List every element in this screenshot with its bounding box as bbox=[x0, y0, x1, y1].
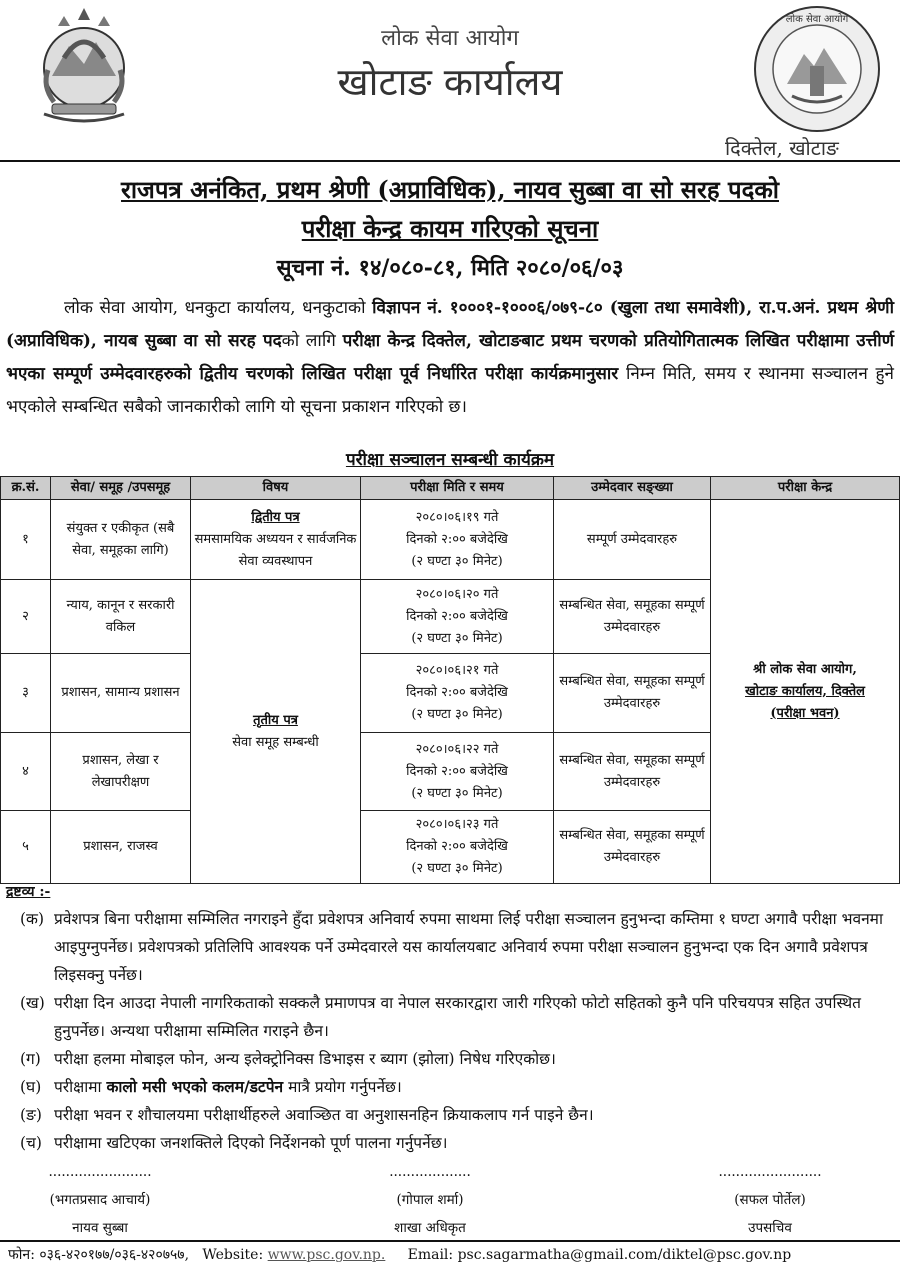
website-link[interactable]: www.psc.gov.np. bbox=[267, 1247, 386, 1263]
header-service: सेवा/ समूह /उपसमूह bbox=[51, 477, 191, 500]
row-sn: ५ bbox=[1, 811, 51, 884]
note-item: (ङ) परीक्षा भवन र शौचालयमा परीक्षार्थीहरुले अवाञ्छित वा अनुशासनहिन क्रियाकलाप गर्न पाइने छैन। bbox=[20, 1106, 594, 1124]
footer-contact bbox=[8, 1245, 898, 1264]
row-subject: द्वितीय पत्र समसामयिक अध्ययन र सार्वजनिक सेवा व्यवस्थापन bbox=[191, 500, 361, 580]
intro-paragraph: लोक सेवा आयोग, धनकुटा कार्यालय, धनकुटाको विज्ञापन नं. १०००१-१०००६/०७९-८० (खुला तथा समावेशी), रा.प.अनं. प्रथम श्रेणी (अप्राविधिक), नायब सुब्बा वा सो सरह पदको लागि परीक्षा केन्द्र दिक्तेल, खोटाङबाट प्रथम चरणको प्रतियोगितात्मक लिखित परीक्षामा उत्तीर्ण भएका सम्पूर्ण उम्मेदवारहरुको द्वितीय चरणको लिखित परीक्षा पूर्व निर्धारित परीक्षा कार्यक्रमानुसार निम्न मिति, समय र स्थानमा सञ्चालन हुने भएकोले सम्बन्धित सबैको जानकारीको लागि यो सूचना प्रकाशन गरिएको छ। bbox=[6, 298, 895, 417]
header-date-time: परीक्षा मिति र समय bbox=[361, 477, 554, 500]
row-sn: ३ bbox=[1, 654, 51, 733]
row-sn: ४ bbox=[1, 733, 51, 811]
footer-website-label: Website: bbox=[202, 1247, 264, 1263]
header-center: परीक्षा केन्द्र bbox=[711, 477, 900, 500]
header-candidates: उम्मेदवार सङ्ख्या bbox=[554, 477, 711, 500]
note-item: (घ) परीक्षामा कालो मसी भएको कलम/डटपेन मात्रै प्रयोग गर्नुपर्नेछ। bbox=[20, 1077, 402, 1096]
header-divider bbox=[0, 160, 900, 162]
notes-heading: द्रष्टव्य :- bbox=[6, 884, 51, 900]
row-candidates: सम्बन्धित सेवा, समूहका सम्पूर्ण उम्मेदवारहरु bbox=[554, 733, 711, 811]
signature-block: ........................ (सफल पोर्तेल) उपसचिव bbox=[718, 1164, 822, 1236]
note-item: (ख) परीक्षा दिन आउदा नेपाली नागरिकताको सक्कलै प्रमाणपत्र वा नेपाल सरकारद्वारा जारी गरिएको फोटो सहितको कुनै पनि परिचयपत्र सहित उपस्थित हुनुपर्नेछ। अन्यथा परीक्षामा सम्मिलित गराइने छैन। bbox=[20, 994, 861, 1040]
note-item: (च) परीक्षामा खटिएका जनशक्तिले दिएको निर्देशनको पूर्ण पालना गर्नुपर्नेछ। bbox=[20, 1134, 448, 1152]
row-date-time: २०८०।०६।२२ गते दिनको २:०० बजेदेखि (२ घण्टा ३० मिनेट) bbox=[361, 733, 554, 811]
row-service: संयुक्त र एकीकृत (सबै सेवा, समूहका लागि) bbox=[51, 500, 191, 580]
schedule-heading: परीक्षा सञ्चालन सम्बन्धी कार्यक्रम bbox=[345, 450, 555, 470]
row-date-time: २०८०।०६।२३ गते दिनको २:०० बजेदेखि (२ घण्टा ३० मिनेट) bbox=[361, 811, 554, 884]
row-service: प्रशासन, सामान्य प्रशासन bbox=[51, 654, 191, 733]
exam-schedule-table bbox=[0, 476, 900, 884]
office-location: दिक्तेल, खोटाङ bbox=[725, 136, 839, 160]
row-sn: २ bbox=[1, 580, 51, 654]
row-candidates: सम्बन्धित सेवा, समूहका सम्पूर्ण उम्मेदवारहरु bbox=[554, 580, 711, 654]
note-item: (क) प्रवेशपत्र बिना परीक्षामा सम्मिलित नगराइने हुँदा प्रवेशपत्र अनिवार्य रुपमा साथमा लिई परीक्षा सञ्चालन हुनुभन्दा कम्तिमा १ घण्टा अगावै परीक्षा भवनमा आइपुग्नुपर्नेछ। प्रवेशपत्रको प्रतिलिपि आवश्यक पर्ने उम्मेदवारले यस कार्यालयबाट अनिवार्य रुपमा परीक्षा सञ्चालन हुनुभन्दा एक दिन अगावै प्रवेशपत्र लिइसक्नु पर्नेछ। bbox=[20, 910, 883, 984]
notice-title-line2: परीक्षा केन्द्र कायम गरिएको सूचना bbox=[301, 214, 599, 243]
row-candidates: सम्बन्धित सेवा, समूहका सम्पूर्ण उम्मेदवारहरु bbox=[554, 811, 711, 884]
row-candidates: सम्पूर्ण उम्मेदवारहरु bbox=[554, 500, 711, 580]
seal-text: लोक सेवा आयोग bbox=[785, 14, 849, 25]
notice-number: सूचना नं. १४/०८०-८१, मिति २०८०/०६/०३ bbox=[276, 255, 624, 281]
footer-email: Email: psc.sagarmatha@gmail.com/diktel@psc.gov.np bbox=[407, 1247, 792, 1263]
footer-phone: फोन: ०३६-४२०१७७/०३६-४२०७५७, bbox=[8, 1247, 190, 1263]
org-title: खोटाङ कार्यालय bbox=[337, 60, 563, 104]
table-row bbox=[1, 500, 900, 580]
org-subtitle: लोक सेवा आयोग bbox=[381, 26, 519, 51]
row-subject: तृतीय पत्र सेवा समूह सम्बन्धी bbox=[191, 580, 361, 884]
signature-block: ................... (गोपाल शर्मा) शाखा अधिकृत bbox=[389, 1164, 471, 1236]
notes-list bbox=[20, 905, 890, 1157]
header-sn: क्र.सं. bbox=[1, 477, 51, 500]
signature-block: ........................ (भगतप्रसाद आचार्य) नायव सुब्बा bbox=[48, 1164, 152, 1236]
psc-seal-icon bbox=[752, 4, 882, 134]
row-service: प्रशासन, राजस्व bbox=[51, 811, 191, 884]
table-header-row bbox=[1, 477, 900, 500]
row-date-time: २०८०।०६।२१ गते दिनको २:०० बजेदेखि (२ घण्टा ३० मिनेट) bbox=[361, 654, 554, 733]
header-subject: विषय bbox=[191, 477, 361, 500]
row-date-time: २०८०।०६।२० गते दिनको २:०० बजेदेखि (२ घण्टा ३० मिनेट) bbox=[361, 580, 554, 654]
note-item: (ग) परीक्षा हलमा मोबाइल फोन, अन्य इलेक्ट्रोनिक्स डिभाइस र ब्याग (झोला) निषेध गरिएकोछ। bbox=[20, 1050, 556, 1068]
footer-divider bbox=[0, 1240, 900, 1242]
row-date-time: २०८०।०६।१९ गते दिनको २:०० बजेदेखि (२ घण्टा ३० मिनेट) bbox=[361, 500, 554, 580]
row-service: न्याय, कानून र सरकारी वकिल bbox=[51, 580, 191, 654]
notice-title-line1: राजपत्र अनंकित, प्रथम श्रेणी (अप्राविधिक), नायव सुब्बा वा सो सरह पदको bbox=[121, 175, 779, 204]
row-candidates: सम्बन्धित सेवा, समूहका सम्पूर्ण उम्मेदवारहरु bbox=[554, 654, 711, 733]
row-sn: १ bbox=[1, 500, 51, 580]
letterhead bbox=[0, 0, 900, 160]
exam-center-cell: श्री लोक सेवा आयोग, खोटाङ कार्यालय, दिक्तेल (परीक्षा भवन) bbox=[711, 500, 900, 884]
row-service: प्रशासन, लेखा र लेखापरीक्षण bbox=[51, 733, 191, 811]
